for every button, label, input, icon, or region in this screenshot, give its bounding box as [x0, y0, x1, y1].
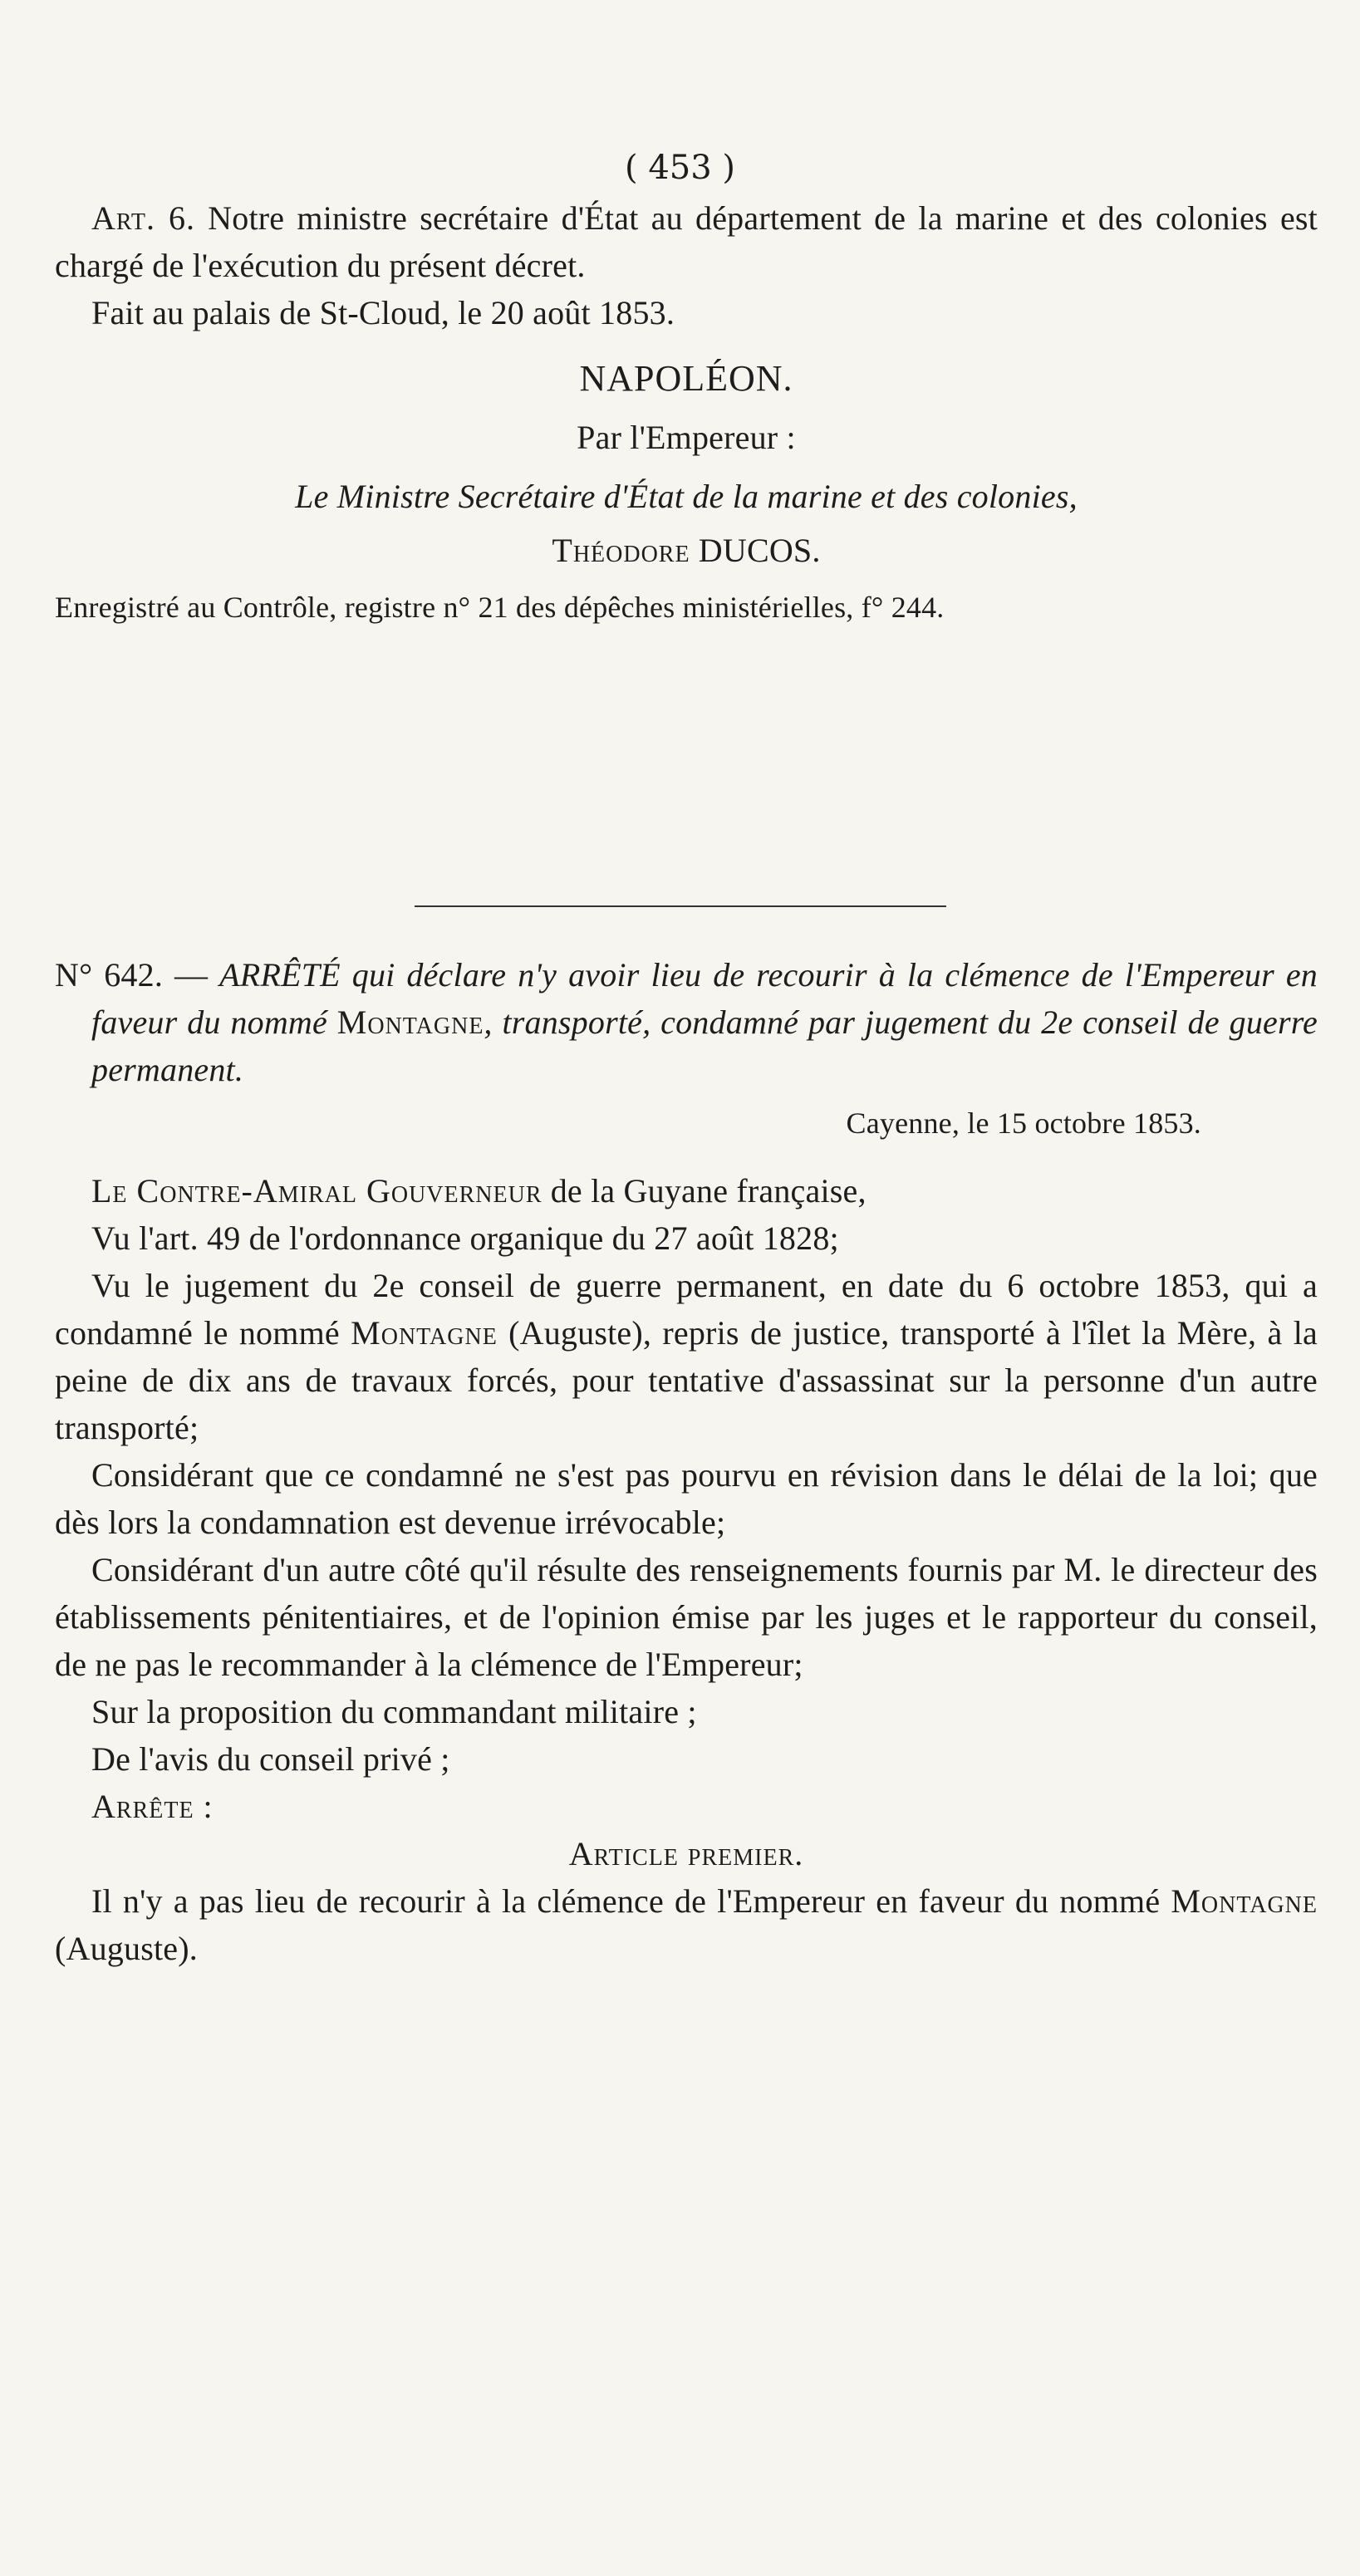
- arrete-heading: [55, 951, 1318, 1093]
- article-6-text: Notre ministre secrétaire d'État au département de la marine et des colonies est chargé de l'exécution du présent décret.: [55, 199, 1318, 284]
- minister-last-name: DUCOS.: [698, 532, 821, 569]
- article-heading: Article premier.: [568, 1835, 804, 1872]
- page-number: ( 453 ): [625, 149, 735, 187]
- considerant-1: Considérant que ce condamné ne s'est pas pourvu en révision dans le délai de la loi; que dès lors la condamnation est devenue irrévocable;: [55, 1456, 1318, 1541]
- vu-2-name: Montagne: [351, 1314, 498, 1352]
- emperor-signature: NAPOLÉON.: [579, 358, 793, 399]
- minister-name: [55, 527, 1318, 574]
- section-divider-wrap: [0, 905, 1360, 907]
- place-date: Fait au palais de St-Cloud, le 20 août 1853.: [91, 294, 675, 331]
- minister-title: Le Ministre Secrétaire d'État de la marine et des colonies,: [295, 478, 1078, 515]
- arrete-authority: [55, 1167, 1318, 1214]
- vu-2: [55, 1262, 1318, 1451]
- article-6: [55, 194, 1318, 289]
- authority-rest: de la Guyane française,: [550, 1172, 867, 1209]
- minister-first-name: Théodore: [552, 532, 690, 569]
- arrete-section: [55, 951, 1318, 1972]
- arrete-label: Arrête :: [91, 1788, 214, 1825]
- arrete-place-date: Cayenne, le 15 octobre 1853.: [846, 1106, 1201, 1140]
- considerant-2: Considérant d'un autre côté qu'il résulte des renseignements fournis par M. le directeur des établissements pénitentiaires, et de l'opinion émise par les juges et le rapporteur du conseil, de ne pas le recommander à la clémence de l'Empereur;: [55, 1551, 1318, 1683]
- vu-2-b: (Auguste), repris de justice, transporté à l'îlet la Mère, à la peine de dix ans de travaux forcés, pour tentative d'assassinat sur la personne d'un autre transporté;: [55, 1314, 1318, 1446]
- article-text-b: (Auguste).: [55, 1930, 198, 1967]
- article-6-label: Art. 6.: [91, 199, 195, 237]
- article-name: Montagne: [1171, 1882, 1318, 1920]
- arrete-number: N° 642. —: [55, 956, 209, 994]
- vu-1: Vu l'art. 49 de l'ordonnance organique du 27 août 1828;: [91, 1219, 839, 1257]
- arrete-title-part1: ARRÊTÉ qui déclare n'y avoir lieu de recourir à la clémence de l'Empereur en faveur du nommé: [91, 956, 1318, 1041]
- article-text-a: Il n'y a pas lieu de recourir à la clémence de l'Empereur en faveur du nommé: [91, 1882, 1161, 1920]
- authority-title: Le Contre-Amiral Gouverneur: [91, 1172, 543, 1209]
- registration-note: Enregistré au Contrôle, registre n° 21 des dépêches ministérielles, f° 244.: [55, 591, 945, 624]
- article-text: [55, 1877, 1318, 1972]
- proposition: Sur la proposition du commandant militaire ;: [91, 1693, 697, 1730]
- by-emperor: Par l'Empereur :: [577, 419, 796, 456]
- section-divider: [415, 905, 946, 907]
- vu-2-a: Vu le jugement du 2e conseil de guerre permanent, en date du 6 octobre 1853, qui a condamné le nommé: [55, 1267, 1318, 1352]
- arrete-title-part2: , transporté, condamné par jugement du 2e conseil de guerre permanent.: [91, 1003, 1318, 1088]
- decree-end: [55, 194, 1318, 631]
- arrete-title-name: Montagne: [336, 1003, 484, 1041]
- avis: De l'avis du conseil privé ;: [91, 1740, 450, 1778]
